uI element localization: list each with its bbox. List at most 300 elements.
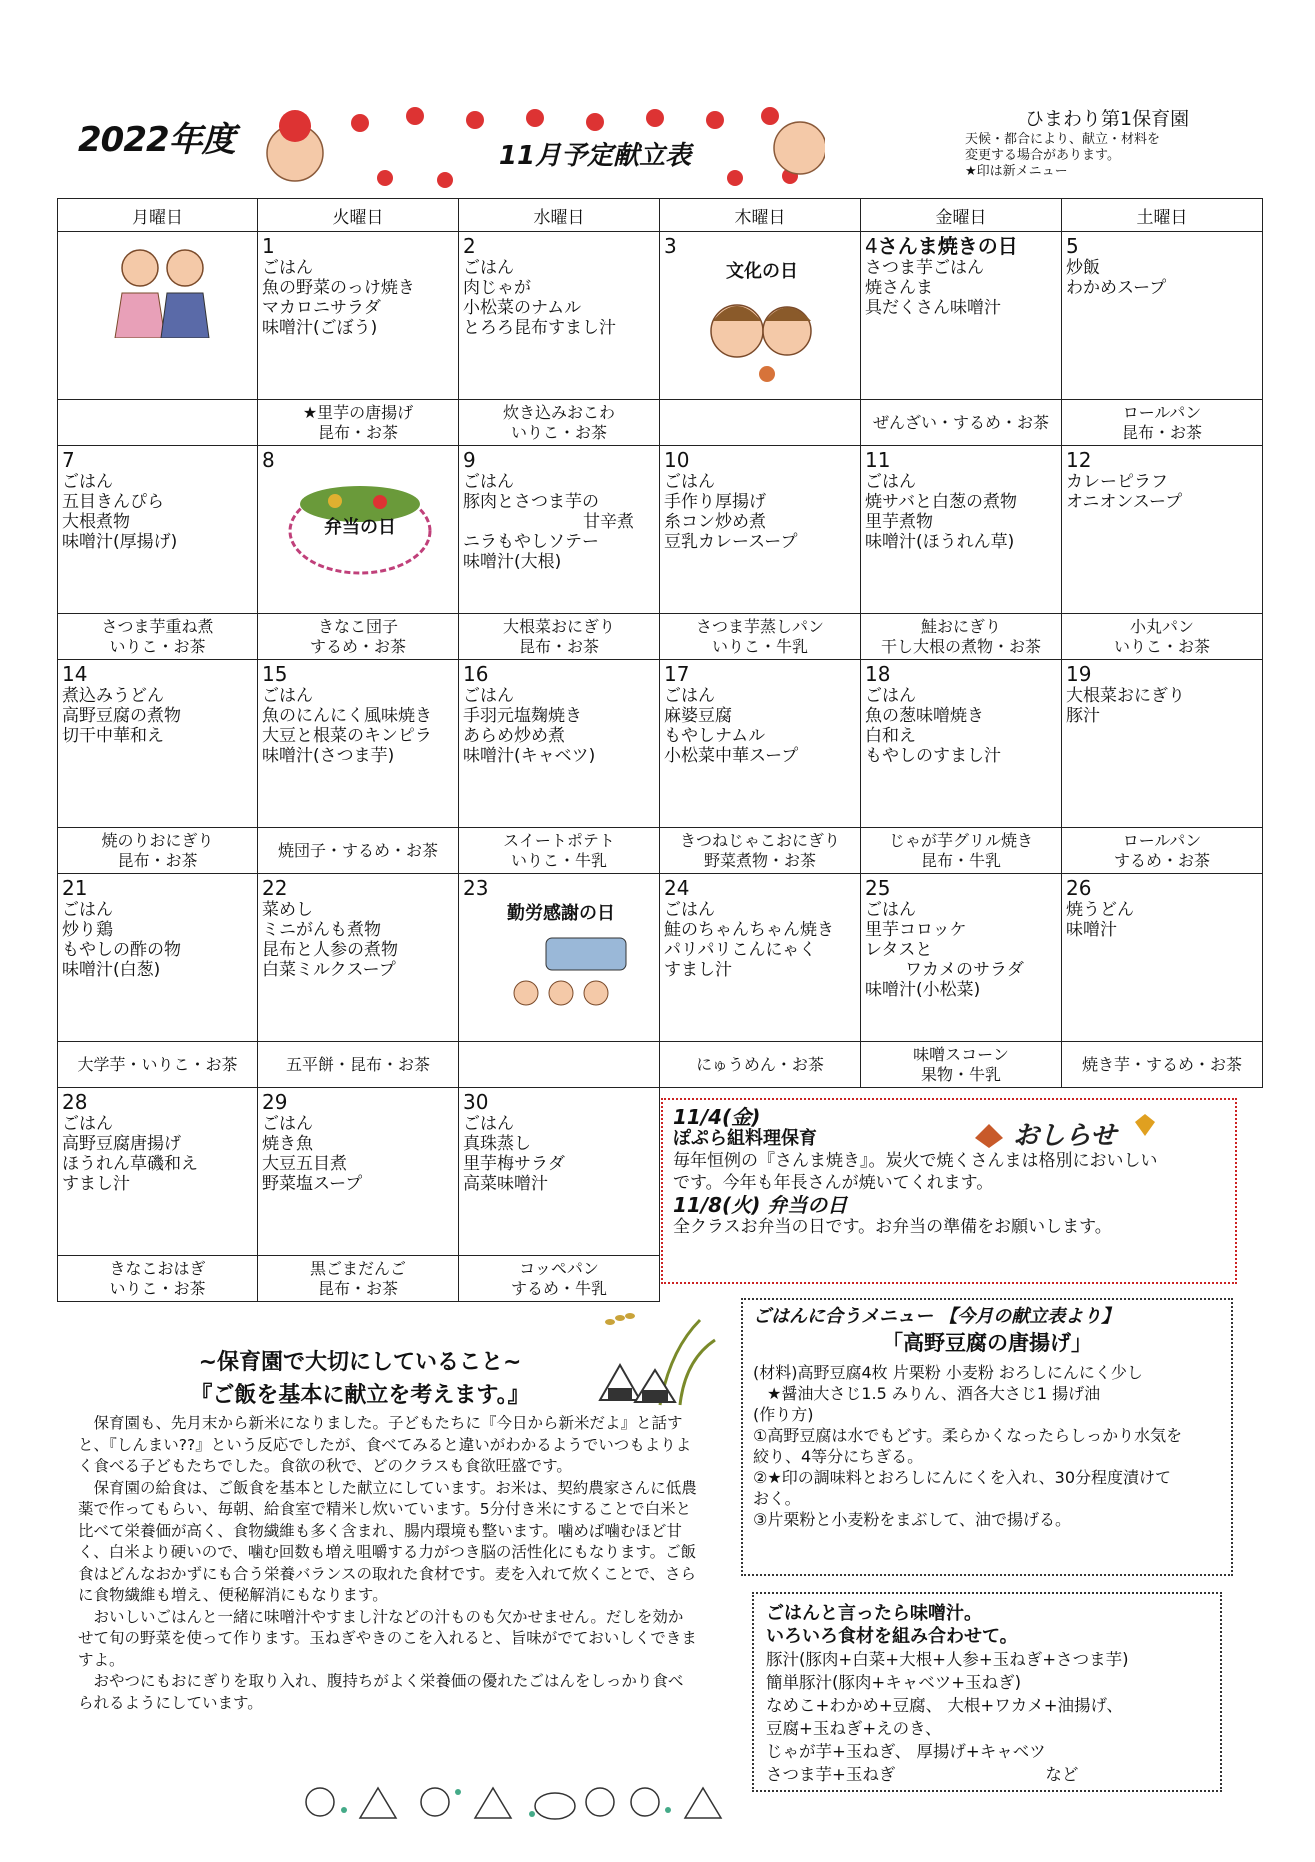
menu-item: 味噌汁 [1066, 920, 1117, 940]
event-label: 弁当の日 [324, 517, 396, 538]
day-number [262, 448, 458, 472]
menu-item: わかめスープ [1066, 278, 1167, 298]
essay-paragraph: おやつにもおにぎりを取り入れ、腹持ちがよく栄養価の優れたごはんをしっかり食べられるようにしています。 [78, 1672, 684, 1712]
menu-item: ごはん [262, 258, 313, 278]
menu-item: 味噌汁(小松菜) [865, 980, 981, 1000]
day-number-value: 3 [664, 234, 677, 258]
snack-item: コッペパン [519, 1258, 599, 1278]
miso-line: じゃが芋+玉ねぎ、 厚揚げ+キャベツ [766, 1742, 1046, 1761]
menu-item: 大根菜おにぎり [1066, 686, 1185, 706]
day-number-value: 10 [664, 448, 690, 472]
miso-line [766, 1763, 1208, 1786]
day-cell [258, 660, 459, 828]
day-number [664, 876, 860, 900]
snack-item: いりこ・牛乳 [711, 636, 808, 656]
snack-cell [660, 400, 861, 446]
day-cell [459, 874, 660, 1042]
menu-item: 焼き魚 [262, 1134, 313, 1154]
notice-heading-graphic [965, 1108, 1165, 1160]
day-cell [258, 1088, 459, 1256]
snack-cell [861, 614, 1062, 660]
day-number [1066, 234, 1262, 258]
snack-item: 昆布・お茶 [317, 1278, 398, 1298]
day-cell [58, 446, 258, 614]
day-number-value: 18 [865, 662, 891, 686]
menu-item: 里芋梅サラダ [463, 1154, 565, 1174]
menu-item: もやしナムル [664, 726, 766, 746]
menu-item: ごはん [865, 900, 916, 920]
snack-item: ロールパン [1122, 402, 1202, 422]
day-number [664, 234, 860, 258]
menu-item: 高菜味噌汁 [463, 1174, 548, 1194]
menu-item: 肉じゃが [463, 278, 531, 298]
week-row [58, 446, 1263, 614]
miso-line-text: さつま芋+玉ねぎ [766, 1765, 896, 1784]
day-number [463, 876, 659, 900]
day-number-value: 22 [262, 876, 288, 900]
menu-item: マカロニサラダ [262, 298, 381, 318]
snack-item: 干し大根の煮物・お茶 [880, 636, 1041, 656]
miso-line: 豚汁(豚肉+白菜+大根+人参+玉ねぎ+さつま芋) [766, 1650, 1129, 1669]
snack-item: するめ・お茶 [1113, 850, 1210, 870]
recipe-line: おく。 [753, 1489, 801, 1508]
notice-text-1a: 毎年恒例の『さんま焼き』。炭火で焼くさんまは格別においしい [673, 1151, 1158, 1171]
menu-item: 味噌汁(厚揚げ) [62, 532, 178, 552]
menu-item: オニオンスープ [1066, 492, 1183, 512]
day-cell [660, 874, 861, 1042]
day-cell [58, 1088, 258, 1256]
day-special-title: さんま焼きの日 [877, 234, 1018, 258]
snack-cell [58, 400, 258, 446]
essay-body [78, 1413, 698, 1714]
menu-item: 魚のにんにく風味焼き [262, 706, 432, 726]
snack-item: 焼のりおにぎり [101, 830, 214, 850]
menu-item: もやしのすまし汁 [865, 746, 1001, 766]
day-number [62, 1090, 257, 1114]
miso-line: なめこ+わかめ+豆腐、 大根+ワカメ+油揚げ、 [766, 1696, 1123, 1715]
menu-item: 菜めし [262, 900, 313, 920]
recipe-name: 「高野豆腐の唐揚げ」 [882, 1331, 1092, 1355]
menu-item: 麻婆豆腐 [664, 706, 732, 726]
day-cell [459, 232, 660, 400]
note-line: ★印は新メニュー [965, 164, 1068, 179]
day-cell [660, 232, 861, 400]
notice-text-2: 全クラスお弁当の日です。お弁当の準備をお願いします。 [673, 1217, 1112, 1237]
day-number-value: 1 [262, 234, 275, 258]
day-cell [1062, 446, 1263, 614]
notice-date-1: 11/4(金) [673, 1105, 761, 1129]
snack-item: 昆布・お茶 [1121, 422, 1202, 442]
day-number [262, 662, 458, 686]
essay-title: ~保育園で大切にしていること~ [198, 1350, 522, 1375]
notice-date-2: 11/8(火) 弁当の日 [673, 1193, 848, 1217]
day-number-value: 4 [865, 234, 878, 258]
miso-etc: など [1045, 1765, 1079, 1784]
snack-cell [459, 1042, 660, 1088]
menu-item: 味噌汁(さつま芋) [262, 746, 395, 766]
menu-item: 味噌汁(大根) [463, 552, 562, 572]
snack-item: いりこ・お茶 [109, 636, 206, 656]
snack-item: 昆布・牛乳 [920, 850, 1001, 870]
snack-item: 五平餅・昆布・お茶 [285, 1054, 430, 1074]
snack-item: にゅうめん・お茶 [696, 1054, 824, 1074]
snack-item: きつねじゃこおにぎり [679, 830, 840, 850]
menu-item: 炒飯 [1066, 258, 1100, 278]
menu-item: 切干中華和え [62, 726, 164, 746]
snack-item: 黒ごまだんご [309, 1258, 406, 1278]
menu-item: ごはん [463, 686, 514, 706]
snack-item: きなこおはぎ [109, 1258, 206, 1278]
snack-cell [459, 1256, 660, 1302]
menu-item: 煮込みうどん [62, 686, 164, 706]
menu-item: 昆布と人参の煮物 [262, 940, 398, 960]
snack-item: 焼団子・するめ・お茶 [277, 840, 438, 860]
menu-item: ごはん [463, 1114, 514, 1134]
day-cell [459, 446, 660, 614]
day-cell [58, 874, 258, 1042]
snack-cell [58, 614, 258, 660]
weekday-header-row [58, 199, 1263, 232]
snack-row [58, 828, 1263, 874]
menu-item: ごはん [62, 472, 113, 492]
day-number-value: 30 [463, 1090, 489, 1114]
menu-item: あらめ炒め煮 [463, 726, 565, 746]
day-cell [58, 232, 258, 400]
snack-cell [459, 828, 660, 874]
menu-item: 味噌汁(ごぼう) [262, 318, 378, 338]
snack-item: 小丸パン [1129, 616, 1194, 636]
recipe-line: 絞り、4等分にちぎる。 [753, 1447, 924, 1466]
day-number-value: 28 [62, 1090, 88, 1114]
menu-item: 白菜ミルクスープ [262, 960, 396, 980]
day-number [1066, 662, 1262, 686]
note-line: 天候・都合により、献立・材料を [965, 132, 1161, 147]
day-number-value: 23 [463, 876, 489, 900]
menu-item: ごはん [262, 1114, 313, 1134]
day-cell [258, 874, 459, 1042]
day-cell [660, 660, 861, 828]
day-number [62, 448, 257, 472]
snack-item: 味噌スコーン [913, 1044, 1009, 1064]
recipe-line: ③片栗粉と小麦粉をまぶして、油で揚げる。 [753, 1510, 1072, 1529]
weekday-header: 火曜日 [258, 199, 459, 232]
snack-cell [861, 828, 1062, 874]
day-cell [1062, 232, 1263, 400]
day-number [262, 234, 458, 258]
essay-paragraph: 保育園も、先月末から新米になりました。子どもたちに『今日から新米だよ』と話すと、『しんまい??』という反応でしたが、食べてみると違いがわかるようでいつもよりよく食べる子どもたちでした。食欲の秋で、どのクラスも食欲旺盛です。 [78, 1414, 692, 1475]
snack-cell [58, 1042, 258, 1088]
day-number [664, 662, 860, 686]
menu-item: 豆乳カレースープ [664, 532, 798, 552]
week-row [58, 660, 1263, 828]
day-number [865, 876, 1061, 900]
menu-item: とろろ昆布すまし汁 [463, 318, 616, 338]
day-number [865, 662, 1061, 686]
menu-item: 炒り鶏 [62, 920, 113, 940]
menu-item: 焼うどん [1066, 900, 1134, 920]
day-cell [459, 660, 660, 828]
menu-item: 味噌汁(キャベツ) [463, 746, 596, 766]
snack-cell [258, 1042, 459, 1088]
day-number [463, 662, 659, 686]
menu-item: 味噌汁(ほうれん草) [865, 532, 1015, 552]
year-label: 2022年度 [78, 120, 235, 160]
snack-cell [861, 1042, 1062, 1088]
menu-item: 鮭のちゃんちゃん焼き [664, 920, 834, 940]
snack-cell [258, 400, 459, 446]
menu-item: 魚の葱味噌焼き [865, 706, 984, 726]
day-number [463, 234, 659, 258]
miso-soup-box [752, 1592, 1222, 1792]
menu-item: ごはん [62, 1114, 113, 1134]
day-cell [660, 446, 861, 614]
snack-row [58, 614, 1263, 660]
snack-item: いりこ・お茶 [109, 1278, 206, 1298]
menu-item: ごはん [664, 686, 715, 706]
snack-item: ★里芋の唐揚げ [302, 402, 414, 422]
day-number [664, 448, 860, 472]
snack-item: じゃが芋グリル焼き [888, 830, 1033, 850]
recipe-line: (材料)高野豆腐4枚 片栗粉 小麦粉 おろしにんにく少し [753, 1363, 1143, 1382]
day-cell [1062, 660, 1263, 828]
recipe-line: ★醤油大さじ1.5 みりん、酒各大さじ1 揚げ油 [767, 1384, 1101, 1403]
menu-item: 高野豆腐の煮物 [62, 706, 181, 726]
menu-item: 里芋コロッケ [865, 920, 967, 940]
menu-item: 里芋煮物 [865, 512, 933, 532]
menu-item: ごはん [664, 900, 715, 920]
school-name: ひまわり第1保育園 [1025, 108, 1190, 130]
snack-cell [660, 614, 861, 660]
snack-cell [1062, 828, 1263, 874]
day-number-value: 19 [1066, 662, 1092, 686]
notice-text-1b: です。今年も年長さんが焼いてくれます。 [673, 1173, 994, 1193]
menu-item: 味噌汁(白葱) [62, 960, 161, 980]
notice-heading: おしらせ [1013, 1121, 1117, 1151]
day-number-value: 15 [262, 662, 288, 686]
event-label: 勤労感謝の日 [507, 903, 615, 924]
weekday-header: 月曜日 [58, 199, 258, 232]
miso-heading-2: いろいろ食材を組み合わせて。 [766, 1626, 1018, 1647]
snack-item: ぜんざい・するめ・お茶 [872, 412, 1049, 432]
day-cell [58, 660, 258, 828]
snack-item: きなこ団子 [317, 616, 398, 636]
recipe-heading: ごはんに合うメニュー 【今月の献立表より】 [753, 1306, 1120, 1327]
snack-item: いりこ・お茶 [1113, 636, 1210, 656]
menu-item: 手作り厚揚げ [664, 492, 766, 512]
snack-cell [1062, 614, 1263, 660]
labor-day-illustration [486, 928, 636, 1028]
snack-item: いりこ・牛乳 [510, 850, 607, 870]
menu-item: 豚肉とさつま芋の [463, 492, 599, 512]
snack-cell [1062, 400, 1263, 446]
menu-item: 手羽元塩麹焼き [463, 706, 582, 726]
culture-day-illustration [687, 286, 837, 386]
menu-item: 大根煮物 [62, 512, 130, 532]
day-number [1066, 876, 1262, 900]
day-number-value: 29 [262, 1090, 288, 1114]
snack-item: 大学芋・いりこ・お茶 [77, 1054, 238, 1074]
snack-item: スイートポテト [503, 830, 615, 850]
snack-item: 野菜煮物・お茶 [703, 850, 816, 870]
menu-item: 真珠蒸し [463, 1134, 531, 1154]
recipe-line: ①高野豆腐は水でもどす。柔らかくなったらしっかり水気を [753, 1426, 1183, 1445]
day-number [62, 876, 257, 900]
snack-item: するめ・牛乳 [510, 1278, 607, 1298]
day-number-value: 9 [463, 448, 476, 472]
day-number-value: 7 [62, 448, 75, 472]
menu-item: ごはん [463, 472, 514, 492]
snack-item: 焼き芋・するめ・お茶 [1081, 1054, 1242, 1074]
menu-item: ほうれん草磯和え [62, 1154, 198, 1174]
day-number [865, 234, 1061, 258]
menu-item: 小松菜中華スープ [664, 746, 799, 766]
day-cell [1062, 874, 1263, 1042]
menu-item: 野菜塩スープ [262, 1174, 363, 1194]
menu-item: 大豆と根菜のキンピラ [262, 726, 432, 746]
menu-item: レタスと [865, 940, 933, 960]
day-number-value: 25 [865, 876, 891, 900]
snack-cell [660, 828, 861, 874]
snack-item: さつま芋蒸しパン [695, 616, 824, 636]
menu-item: ミニがんも煮物 [262, 920, 381, 940]
miso-line: 豆腐+玉ねぎ+えのき、 [766, 1719, 942, 1738]
recipe-box [741, 1298, 1233, 1576]
snack-item: さつま芋重ね煮 [101, 616, 214, 636]
menu-item: 白和え [865, 726, 916, 746]
menu-item: パリパリこんにゃく [664, 940, 817, 960]
miso-line: 簡単豚汁(豚肉+キャベツ+玉ねぎ) [766, 1673, 1022, 1692]
day-cell [861, 232, 1062, 400]
day-number [1066, 448, 1262, 472]
header-notes [965, 132, 1160, 180]
onigiri-decoration [300, 1780, 730, 1824]
snack-item: 炊き込みおこわ [502, 402, 615, 422]
day-number-value: 14 [62, 662, 88, 686]
snack-item: 大根菜おにぎり [502, 616, 615, 636]
snack-cell [258, 1256, 459, 1302]
weekday-header: 木曜日 [660, 199, 861, 232]
menu-item: 焼さんま [865, 278, 933, 298]
day-number-value: 11 [865, 448, 891, 472]
week-row [58, 874, 1263, 1042]
menu-item: ごはん [62, 900, 113, 920]
day-number-value: 12 [1066, 448, 1092, 472]
snack-row [58, 1042, 1263, 1088]
page-title: 11月予定献立表 [498, 141, 692, 171]
menu-item: 高野豆腐唐揚げ [62, 1134, 181, 1154]
notice-box [661, 1098, 1237, 1284]
day-number [262, 1090, 458, 1114]
recipe-line: ②★印の調味料とおろしにんにくを入れ、30分程度漬けて [753, 1468, 1172, 1487]
day-number-value: 26 [1066, 876, 1092, 900]
menu-item: すまし汁 [62, 1174, 130, 1194]
day-cell [861, 446, 1062, 614]
day-number-value: 21 [62, 876, 88, 900]
menu-item: ごはん [865, 472, 916, 492]
snack-cell [58, 828, 258, 874]
snack-cell [459, 614, 660, 660]
snack-cell [258, 828, 459, 874]
menu-item: 大豆五目煮 [262, 1154, 347, 1174]
day-number-value: 17 [664, 662, 690, 686]
weekday-header: 水曜日 [459, 199, 660, 232]
snack-item: ロールパン [1122, 830, 1202, 850]
menu-item: 焼サバと白葱の煮物 [865, 492, 1017, 512]
day-number-value: 8 [262, 448, 275, 472]
rice-onigiri-illustration [590, 1310, 720, 1410]
snack-item: するめ・お茶 [309, 636, 406, 656]
week-row [58, 232, 1263, 400]
day-number [62, 662, 257, 686]
weekday-header: 金曜日 [861, 199, 1062, 232]
essay-paragraph: 保育園の給食は、ご飯食を基本とした献立にしています。お米は、契約農家さんに低農薬で作ってもらい、毎朝、給食室で精米し炊いています。5分付き米にすることで白米と比べて栄養価が高く、食物繊維も多く含まれ、腸内環境も整います。噛めば噛むほど甘く、白米より硬いので、噛む回数も増え咀嚼する力がつき脳の活性化にもなります。ご飯食はどんなおかずにも合う栄養バランスの取れた食材です。麦を入れて炊くことで、さらに食物繊維も増え、便秘解消にもなります。 [78, 1478, 697, 1604]
menu-item: もやしの酢の物 [62, 940, 181, 960]
day-cell [258, 232, 459, 400]
day-number-value: 16 [463, 662, 489, 686]
menu-item: 魚の野菜のっけ焼き [262, 278, 415, 298]
snack-cell [258, 614, 459, 660]
snack-item: いりこ・お茶 [510, 422, 607, 442]
snack-item: 鮭おにぎり [920, 616, 1001, 636]
menu-item: 糸コン炒め煮 [664, 512, 766, 532]
menu-item: 豚汁 [1066, 706, 1100, 726]
day-cell [861, 874, 1062, 1042]
menu-item: ニラもやしソテー [463, 532, 599, 552]
menu-item: ごはん [463, 258, 514, 278]
notice-subtitle-1: ぽぷら組料理保育 [673, 1128, 817, 1149]
menu-item: カレーピラフ [1066, 472, 1168, 492]
day-number-value: 24 [664, 876, 690, 900]
day-number [463, 448, 659, 472]
menu-item: 具だくさん味噌汁 [865, 298, 1001, 318]
menu-item: ごはん [262, 686, 313, 706]
snack-item: 昆布・お茶 [317, 422, 398, 442]
essay-paragraph: おいしいごはんと一緒に味噌汁やすまし汁などの汁ものも欠かせません。だしを効かせて旬の野菜を使って作ります。玉ねぎやきのこを入れると、旨味がでておいしくできますよ。 [78, 1607, 697, 1669]
menu-item: すまし汁 [664, 960, 732, 980]
kids-kimono-illustration [85, 238, 235, 338]
snack-cell [660, 1042, 861, 1088]
snack-cell [58, 1256, 258, 1302]
day-number-value: 5 [1066, 234, 1079, 258]
snack-row [58, 400, 1263, 446]
menu-item: ごはん [865, 686, 916, 706]
day-number-value: 2 [463, 234, 476, 258]
menu-item: 甘辛煮 [583, 512, 634, 532]
snack-cell [1062, 1042, 1263, 1088]
snack-item: 昆布・お茶 [518, 636, 599, 656]
menu-item: ワカメのサラダ [905, 960, 1024, 980]
snack-cell [459, 400, 660, 446]
day-cell [861, 660, 1062, 828]
day-cell [459, 1088, 660, 1256]
menu-item: ごはん [664, 472, 715, 492]
day-number [262, 876, 458, 900]
day-number [463, 1090, 659, 1114]
event-label: 文化の日 [726, 261, 798, 282]
day-cell [258, 446, 459, 614]
note-line: 変更する場合があります。 [965, 148, 1120, 163]
menu-item: さつま芋ごはん [865, 258, 984, 278]
weekday-header: 土曜日 [1062, 199, 1263, 232]
snack-item: 昆布・お茶 [117, 850, 198, 870]
essay-subtitle: 『ご飯を基本に献立を考えます。』 [190, 1383, 530, 1408]
miso-heading-1: ごはんと言ったら味噌汁。 [766, 1603, 982, 1624]
day-number [865, 448, 1061, 472]
menu-item: 小松菜のナムル [463, 298, 582, 318]
menu-item: 五目きんぴら [62, 492, 164, 512]
recipe-line: (作り方) [753, 1405, 814, 1424]
snack-cell [861, 400, 1062, 446]
